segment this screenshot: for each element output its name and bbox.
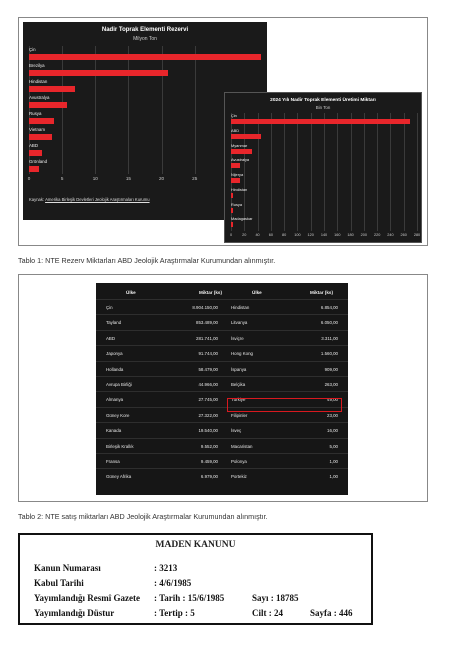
bar: [231, 163, 240, 168]
x-tick-label: 20: [242, 233, 247, 237]
category-label: Avustralya: [231, 157, 250, 163]
category-label: ABD: [29, 143, 39, 148]
category-label: Hindistan: [231, 186, 248, 192]
category-label: Myanmar: [231, 142, 248, 148]
x-tick-label: 100: [294, 233, 301, 237]
bar: [231, 193, 233, 198]
x-tick-label: 10: [92, 176, 98, 181]
production-chart-title: 2024 Yılı Nadir Toprak Elementi Üretimi Miktarı: [270, 98, 376, 103]
amount-cell: 27.745,00: [198, 397, 218, 403]
country-cell: Birleşik Krallık: [106, 443, 134, 449]
caption-table-2: Tablo 2: NTE satış miktarları ABD Jeolojik Araştırmalar Kurumundan alınmıştır.: [18, 512, 268, 521]
dustur-label: Yayımlandığı Düstur: [34, 608, 115, 618]
category-label: Çin: [29, 47, 36, 52]
country-cell: Avrupa Birliği: [106, 382, 132, 387]
bar: [231, 119, 410, 124]
amount-cell: 6.050,00: [320, 320, 338, 326]
bar: [231, 208, 233, 213]
country-cell: Türkiye: [231, 397, 246, 403]
amount-cell: 281.741,00: [196, 335, 218, 341]
maden-kanunu-box: [18, 533, 373, 625]
table-row: [96, 468, 348, 483]
gridline: [62, 46, 63, 174]
country-cell: Portekiz: [231, 474, 247, 480]
bar: [231, 178, 240, 183]
production-chart-subtitle: Bin Ton: [315, 105, 331, 110]
table-row: [96, 361, 348, 376]
gridline: [390, 113, 391, 231]
x-tick-label: 40: [255, 233, 260, 237]
source-prefix: Kaynak:: [29, 197, 45, 202]
gridline: [128, 46, 129, 174]
table-row: [96, 438, 348, 453]
gridline: [404, 113, 405, 231]
gridline: [417, 113, 418, 231]
x-tick-label: 120: [307, 233, 314, 237]
country-cell: Çin: [106, 305, 113, 310]
gridline: [162, 46, 163, 174]
table-row: [96, 299, 348, 314]
gridline: [364, 113, 365, 231]
table-row: [96, 345, 348, 360]
table-row: [96, 453, 348, 468]
category-label: Hindistan: [29, 79, 48, 84]
country-cell: ABD: [106, 335, 116, 341]
amount-cell: 9.459,00: [200, 459, 218, 464]
amount-cell: 263,00: [324, 382, 338, 387]
country-cell: Litvanya: [231, 320, 248, 326]
amount-cell: 19.540,00: [198, 428, 218, 434]
amount-cell: 853.489,00: [196, 320, 218, 326]
x-tick-label: 260: [400, 233, 407, 237]
x-tick-label: 220: [373, 233, 381, 237]
amount-cell: 44.966,00: [198, 382, 218, 387]
gridline: [297, 113, 298, 231]
bar: [29, 118, 54, 124]
gridline: [95, 46, 96, 174]
country-cell: İsveç: [231, 428, 242, 434]
gridline: [271, 113, 272, 231]
amount-cell: 27.322,00: [198, 412, 218, 418]
country-cell: Fransa: [106, 459, 120, 464]
country-cell: Hong Kong: [231, 351, 253, 357]
gridline: [377, 113, 378, 231]
reserve-source: [29, 197, 150, 202]
x-tick-label: 240: [387, 233, 394, 237]
figure-frame-1: [18, 17, 428, 246]
figure-frame-2: [18, 274, 428, 502]
amount-cell: 49,00: [327, 397, 338, 403]
category-label: Brezilya: [29, 63, 45, 68]
x-tick-label: 180: [347, 233, 354, 237]
dustur-value: : Tertip : 5: [154, 608, 195, 618]
reserve-chart-subtitle: Milyon Ton: [133, 36, 157, 42]
source-link[interactable]: Amerika Birleşik Devletleri Jeolojik Araştırmaları Kurumu: [45, 197, 150, 202]
category-label: Grönland: [29, 159, 48, 164]
production-chart: [224, 92, 422, 243]
caption-table-1: Tablo 1: NTE Rezerv Miktarları ABD Jeolojik Araştırmalar Kurumundan alınmıştır.: [18, 256, 276, 265]
gridline: [324, 113, 325, 231]
amount-cell: 5,00: [329, 443, 338, 449]
x-tick-label: 140: [320, 233, 328, 237]
amount-cell: 3.311,00: [321, 335, 338, 341]
amount-cell: 23,00: [327, 412, 338, 418]
country-cell: Polonya: [231, 459, 247, 464]
x-tick-label: 20: [159, 176, 165, 181]
bar: [29, 86, 75, 92]
reserve-chart-title: Nadir Toprak Elementi Rezervi: [101, 27, 189, 33]
x-tick-label: 280: [413, 233, 421, 237]
gridline: [337, 113, 338, 231]
header-amount-2: Miktar (ks): [310, 290, 333, 295]
country-cell: Kanada: [106, 428, 122, 434]
bar: [29, 102, 67, 108]
x-tick-label: 25: [192, 176, 198, 181]
sales-table: [96, 283, 348, 495]
amount-cell: 1,00: [329, 459, 338, 464]
bar: [29, 70, 168, 76]
country-cell: Japonya: [106, 351, 123, 357]
table-row: [96, 314, 348, 329]
table-row: [96, 422, 348, 437]
x-tick-label: 160: [334, 233, 341, 237]
category-label: Çin: [231, 113, 237, 118]
bar: [231, 149, 252, 154]
sayfa-value: Sayfa : 446: [310, 608, 353, 618]
amount-cell: 9.552,00: [200, 443, 218, 449]
category-label: ABD: [231, 127, 239, 133]
amount-cell: 1,00: [329, 474, 338, 480]
amount-cell: 6.854,00: [320, 305, 338, 310]
header-amount-1: Miktar (ks): [199, 290, 222, 295]
x-tick-label: 200: [360, 233, 368, 237]
cilt-value: Cilt : 24: [252, 608, 283, 618]
law-title: MADEN KANUNU: [155, 540, 236, 550]
country-cell: İspanya: [231, 366, 247, 372]
amount-cell: 16,00: [327, 428, 338, 434]
header-country-2: Ülke: [252, 290, 262, 295]
country-cell: Almanya: [106, 397, 124, 403]
x-tick-label: 15: [125, 176, 131, 181]
country-cell: Macaristan: [231, 443, 253, 449]
category-label: Nijerya: [231, 172, 244, 177]
gazete-value: : Tarih : 15/6/1985: [154, 593, 225, 603]
country-cell: İsviçre: [231, 335, 244, 341]
turkiye-highlight: [227, 398, 342, 412]
bar: [29, 166, 39, 172]
gazete-label: Yayımlandığı Resmî Gazete: [34, 593, 140, 603]
gridline: [351, 113, 352, 231]
x-tick-label: 80: [282, 233, 287, 237]
kabul-value: : 4/6/1985: [154, 578, 192, 588]
amount-cell: 91.744,00: [198, 351, 218, 357]
category-label: Rusya: [29, 111, 42, 116]
gridline: [244, 113, 245, 231]
bar: [29, 54, 261, 60]
production-plot-area: [229, 113, 421, 241]
gridline: [311, 113, 312, 231]
table-row: [96, 376, 348, 391]
category-label: Madagaskar: [231, 216, 253, 222]
category-label: Avustralya: [29, 95, 50, 100]
country-cell: Güney Kore: [106, 412, 130, 418]
gridline: [258, 113, 259, 231]
x-tick-label: 0: [229, 233, 233, 237]
amount-cell: 6.979,00: [200, 474, 218, 480]
x-tick-label: 60: [268, 233, 273, 237]
amount-cell: 909,00: [324, 366, 338, 372]
bar: [231, 222, 233, 227]
sayi-value: Sayı : 18785: [252, 593, 299, 603]
bar: [29, 134, 52, 140]
bar: [231, 134, 261, 139]
bar: [29, 150, 42, 156]
country-cell: Filipinler: [231, 412, 248, 418]
country-cell: Belçika: [231, 382, 246, 387]
x-tick-label: 0: [27, 176, 31, 181]
gridline: [195, 46, 196, 174]
header-country-1: Ülke: [126, 290, 136, 295]
table-row: [96, 330, 348, 345]
kabul-label: Kabul Tarihi: [34, 578, 84, 588]
country-cell: Güney Afrika: [106, 474, 132, 480]
amount-cell: 8.904.150,00: [192, 305, 218, 310]
kanun-value: : 3213: [154, 563, 178, 573]
country-cell: Tayland: [106, 320, 122, 326]
gridline: [284, 113, 285, 231]
amount-cell: 58.479,00: [198, 366, 218, 372]
amount-cell: 1.560,00: [320, 351, 338, 357]
country-cell: Hollanda: [106, 366, 124, 372]
category-label: Rusya: [231, 201, 243, 207]
category-label: Vietnam: [29, 127, 46, 132]
country-cell: Hindistan: [231, 305, 250, 310]
kanun-label: Kanun Numarası: [34, 563, 101, 573]
x-tick-label: 5: [60, 176, 64, 181]
